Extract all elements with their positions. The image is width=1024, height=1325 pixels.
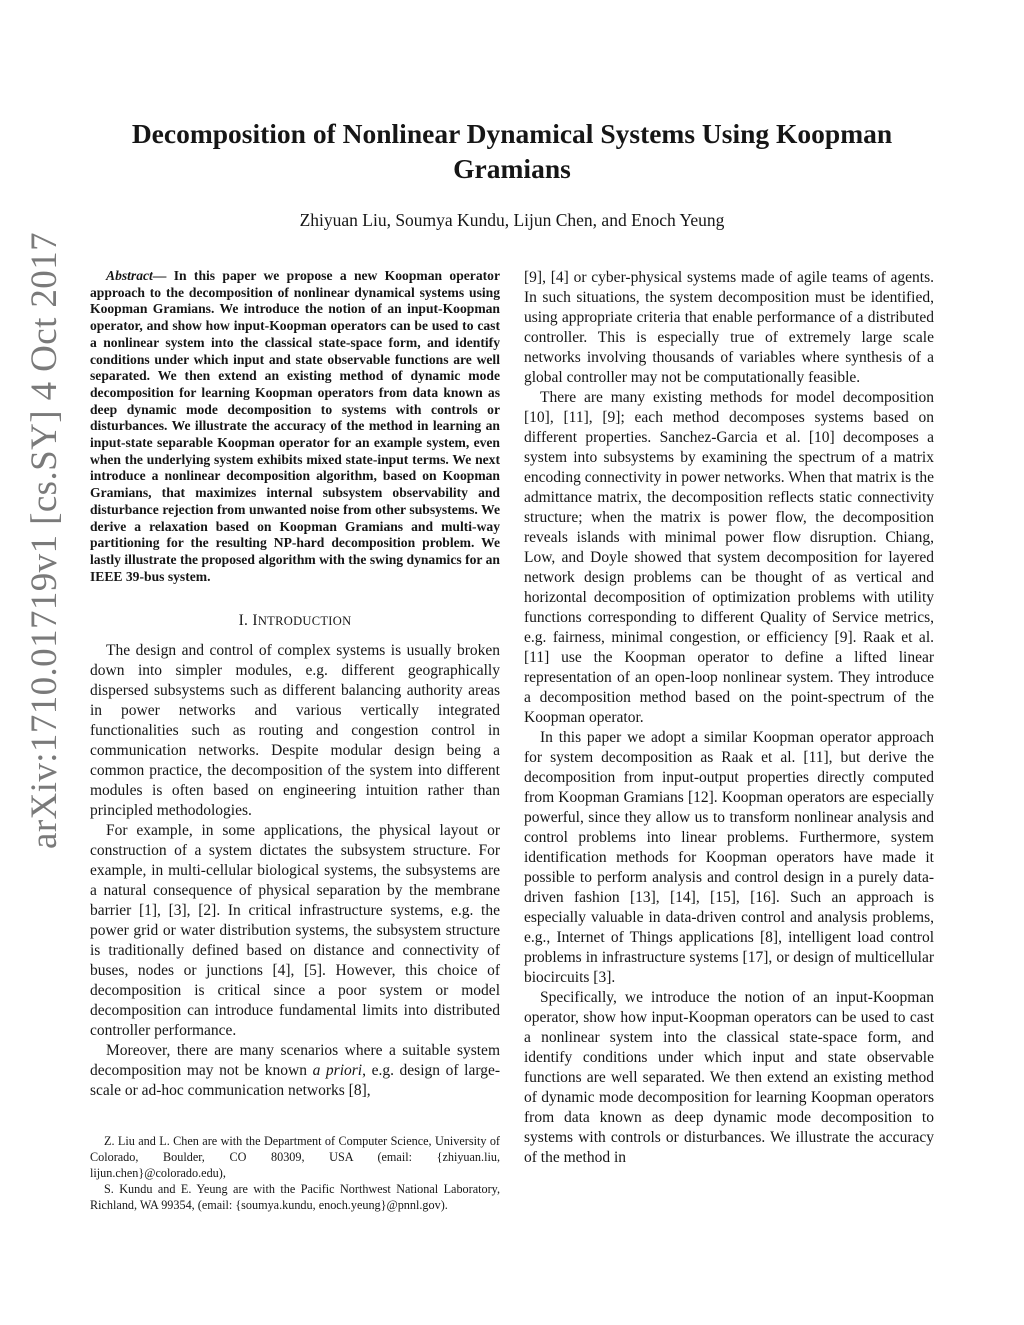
arxiv-stamp-text: arXiv:1710.01719v1 [cs.SY] 4 Oct 2017 [23, 231, 65, 849]
section-initial: I [252, 612, 258, 630]
abstract-text: In this paper we propose a new Koopman operator approach to the decomposition of nonlinear dynamical systems using Koopman Gramians. We introduce the notion of an input-Koopman operator, and show how input-Koopman operators can be used to cast a nonlinear system into the classical state-space form, and identify conditions under which input and state observable functions are well separated. We then extend an existing method of dynamic mode decomposition for learning Koopman operators from data known as deep dynamic mode decomposition to systems with controls or disturbances. We illustrate the accuracy of the method in learning an input-state separable Koopman operator for an example system, even when the underlying system exhibits mixed state-input terms. We next introduce a nonlinear decomposition algorithm, based on Koopman Gramians, that maximizes internal subsystem observability and disturbance rejection from unwanted noise from other subsystems. We derive a relaxation based on Koopman Gramians and multi-way partitioning for the resulting NP-hard decomposition problem. We lastly illustrate the proposed algorithm with the swing dynamics for an IEEE 39-bus system. [90, 268, 500, 584]
intro-paragraph-1: The design and control of complex systems is usually broken down into simpler modules, e.g. different geographically dispersed subsystems such as different balancing authority areas in power networks and various vertically integrated functionalities such as routing and congestion control in communication networks. Despite modular design being a common practice, the decomposition of the system into different modules is often based on engineering intuition rather than principled methodologies. [90, 642, 500, 820]
paper-title [110, 116, 914, 186]
intro-p3-italic: a priori [312, 1062, 363, 1080]
intro-p3-start: Moreover, there are many scenarios where a suitable system decomposition may not be known [90, 1042, 500, 1080]
right-paragraph-2: There are many existing methods for model decomposition [10], [11], [9]; each method decomposes systems based on different properties. Sanchez-Garcia et al. [10] decomposes a system into subsystems by examining the spectrum of a matrix encoding connectivity in power networks. When that matrix is the admittance matrix, the decomposition reflects static connectivity structure; when the matrix is power flow, the decomposition reveals islands with minimal power flow disruption. Chiang, Low, and Doyle showed that system decomposition for layered network design problems can be thought of as vertical and horizontal decomposition of optimization problems with utility functions corresponding to different Quality of Service metrics, e.g. fairness, minimal congestion, or efficiency [9]. Raak et al. [11] use the Koopman operator to define a lifted linear representation of an open-loop nonlinear system. They introduce a decomposition method based on the point-spectrum of the Koopman operator. [524, 389, 934, 726]
abstract [90, 268, 500, 585]
section-heading-introduction [90, 611, 500, 631]
intro-paragraph-2: For example, in some applications, the physical layout or construction of a system dictates the subsystem structure. For example, in multi-cellular biological systems, the subsystems are a natural consequence of physical separation by the membrane barrier [1], [3], [2]. In critical infrastructure systems, e.g. the power grid or water distribution systems, the subsystem structure is traditionally defined based on distance and connectivity of buses, nodes or junctions [4], [5]. However, this choice of decomposition is critical since a poor system or model decomposition can introduce fundamental limits into distributed controller performance. [90, 822, 500, 1040]
footnote-affiliation-2: S. Kundu and E. Yeung are with the Pacific Northwest National Laboratory, Richland, WA 99354, (email: {soumya.kundu, enoch.yeung}@pnnl.gov). [90, 1182, 500, 1212]
right-paragraph-1: [9], [4] or cyber-physical systems made of agile teams of agents. In such situations, the system decomposition must be identified, using appropriate criteria that enable performance of a distributed controller. This is especially true of extremely large scale networks involving thousands of variables where synthesis of a global controller may not be computationally feasible. [524, 269, 934, 386]
footnotes [90, 1133, 500, 1213]
author-list: Zhiyuan Liu, Soumya Kundu, Lijun Chen, and Enoch Yeung [299, 210, 725, 230]
right-paragraph-3: In this paper we adopt a similar Koopman operator approach for system decomposition as Raak et al. [11], but derive the decomposition from input-output properties directly computed from Koopman Gramians [12]. Koopman operators are especially powerful, since they allow us to transform nonlinear analysis and control problems into linear problems. Furthermore, system identification methods for Koopman operators have made it possible to perform analysis and control design in a purely data-driven fashion [13], [14], [15], [16]. Such an approach is especially valuable in data-driven control and analysis problems, e.g., Internet of Things applications [8], intelligent load control problems in infrastructure systems [17], or design of multicellular biocircuits [3]. [524, 729, 934, 986]
title-line-2: Gramians [453, 153, 571, 184]
arxiv-stamp [14, 100, 74, 980]
left-column [90, 268, 500, 1101]
title-line-1: Decomposition of Nonlinear Dynamical Systems Using Koopman [131, 118, 893, 149]
abstract-label: Abstract— [106, 268, 167, 283]
right-paragraph-4: Specifically, we introduce the notion of an input-Koopman operator, show how input-Koopman operators can be used to cast a nonlinear system into the classical state-space form, and identify conditions under which input and state observable functions are well separated. We then extend an existing method of dynamic mode decomposition for learning Koopman operators from data known as deep dynamic mode decomposition to systems with controls or disturbances. We illustrate the accuracy of the method in [524, 989, 934, 1166]
section-number: I. [238, 612, 253, 630]
intro-paragraph-3 [90, 1041, 500, 1101]
section-title-rest: NTRODUCTION [257, 614, 352, 629]
right-column [524, 268, 934, 1168]
footnote-affiliation-1: Z. Liu and L. Chen are with the Department of Computer Science, University of Colorado, Boulder, CO 80309, USA (email: {zhiyuan.liu, lijun.chen}@colorado.edu), [90, 1134, 500, 1180]
intro-p3-end: , e.g. design of large-scale or ad-hoc communication networks [8], [90, 1062, 500, 1100]
